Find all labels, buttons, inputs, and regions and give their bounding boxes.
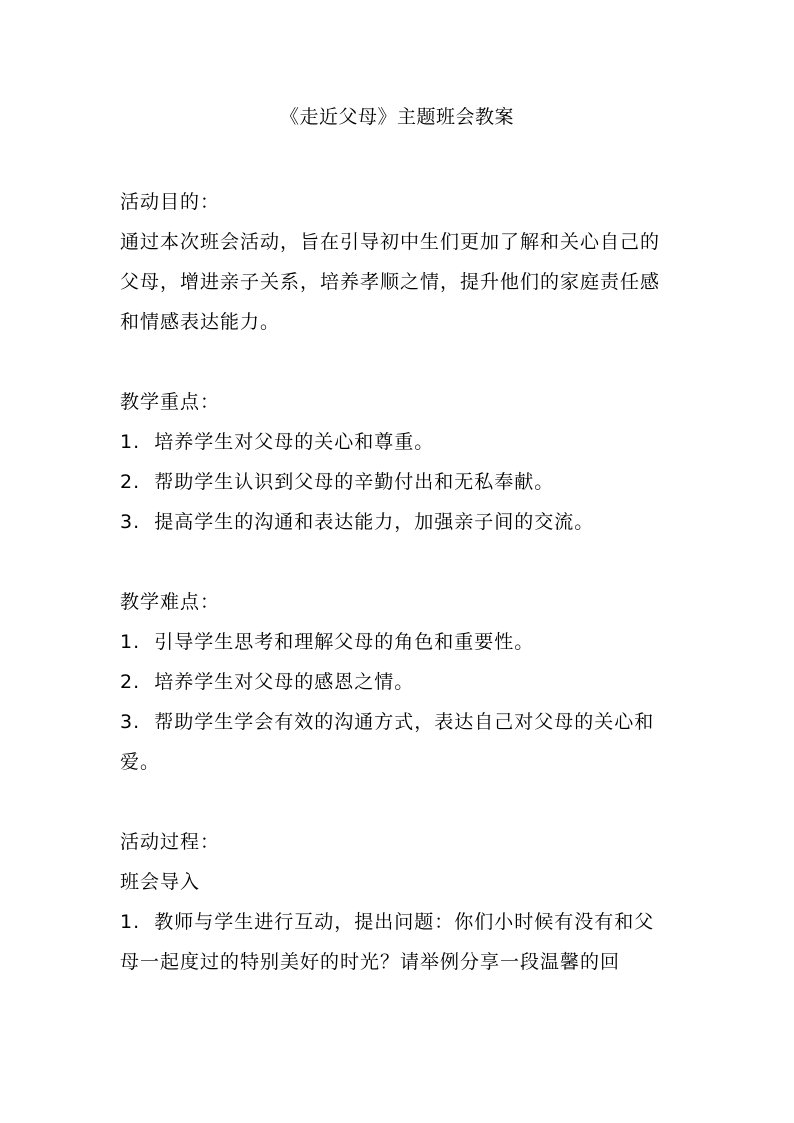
document-body	[120, 182, 672, 982]
process-item-1: 1. 教师与学生进行互动，提出问题：你们小时候有没有和父母一起度过的特别美好的时光？请举例分享一段温馨的回	[120, 911, 655, 973]
blank-line	[120, 542, 672, 582]
purpose-heading: 活动目的：	[120, 191, 221, 213]
difficulties-heading: 教学难点：	[120, 591, 221, 613]
key-point-item-2: 2. 帮助学生认识到父母的辛勤付出和无私奉献。	[120, 471, 555, 493]
key-point-item-3: 3. 提高学生的沟通和表达能力，加强亲子间的交流。	[120, 511, 595, 533]
document-title: 《走近父母》主题班会教案	[279, 106, 514, 128]
difficulty-item-1: 1. 引导学生思考和理解父母的角色和重要性。	[120, 631, 535, 653]
difficulty-item-3: 3. 帮助学生学会有效的沟通方式，表达自己对父母的关心和爱。	[120, 711, 655, 773]
process-subheading: 班会导入	[120, 871, 201, 893]
blank-line	[120, 782, 672, 822]
difficulty-item-2: 2. 培养学生对父母的感恩之情。	[120, 671, 415, 693]
key-points-heading: 教学重点：	[120, 391, 221, 413]
key-point-item-1: 1. 培养学生对父母的关心和尊重。	[120, 431, 435, 453]
process-heading: 活动过程：	[120, 831, 221, 853]
blank-line	[120, 342, 672, 382]
purpose-paragraph: 通过本次班会活动，旨在引导初中生们更加了解和关心自己的父母，增进亲子关系，培养孝顺之情，提升他们的家庭责任感和情感表达能力。	[120, 231, 661, 333]
